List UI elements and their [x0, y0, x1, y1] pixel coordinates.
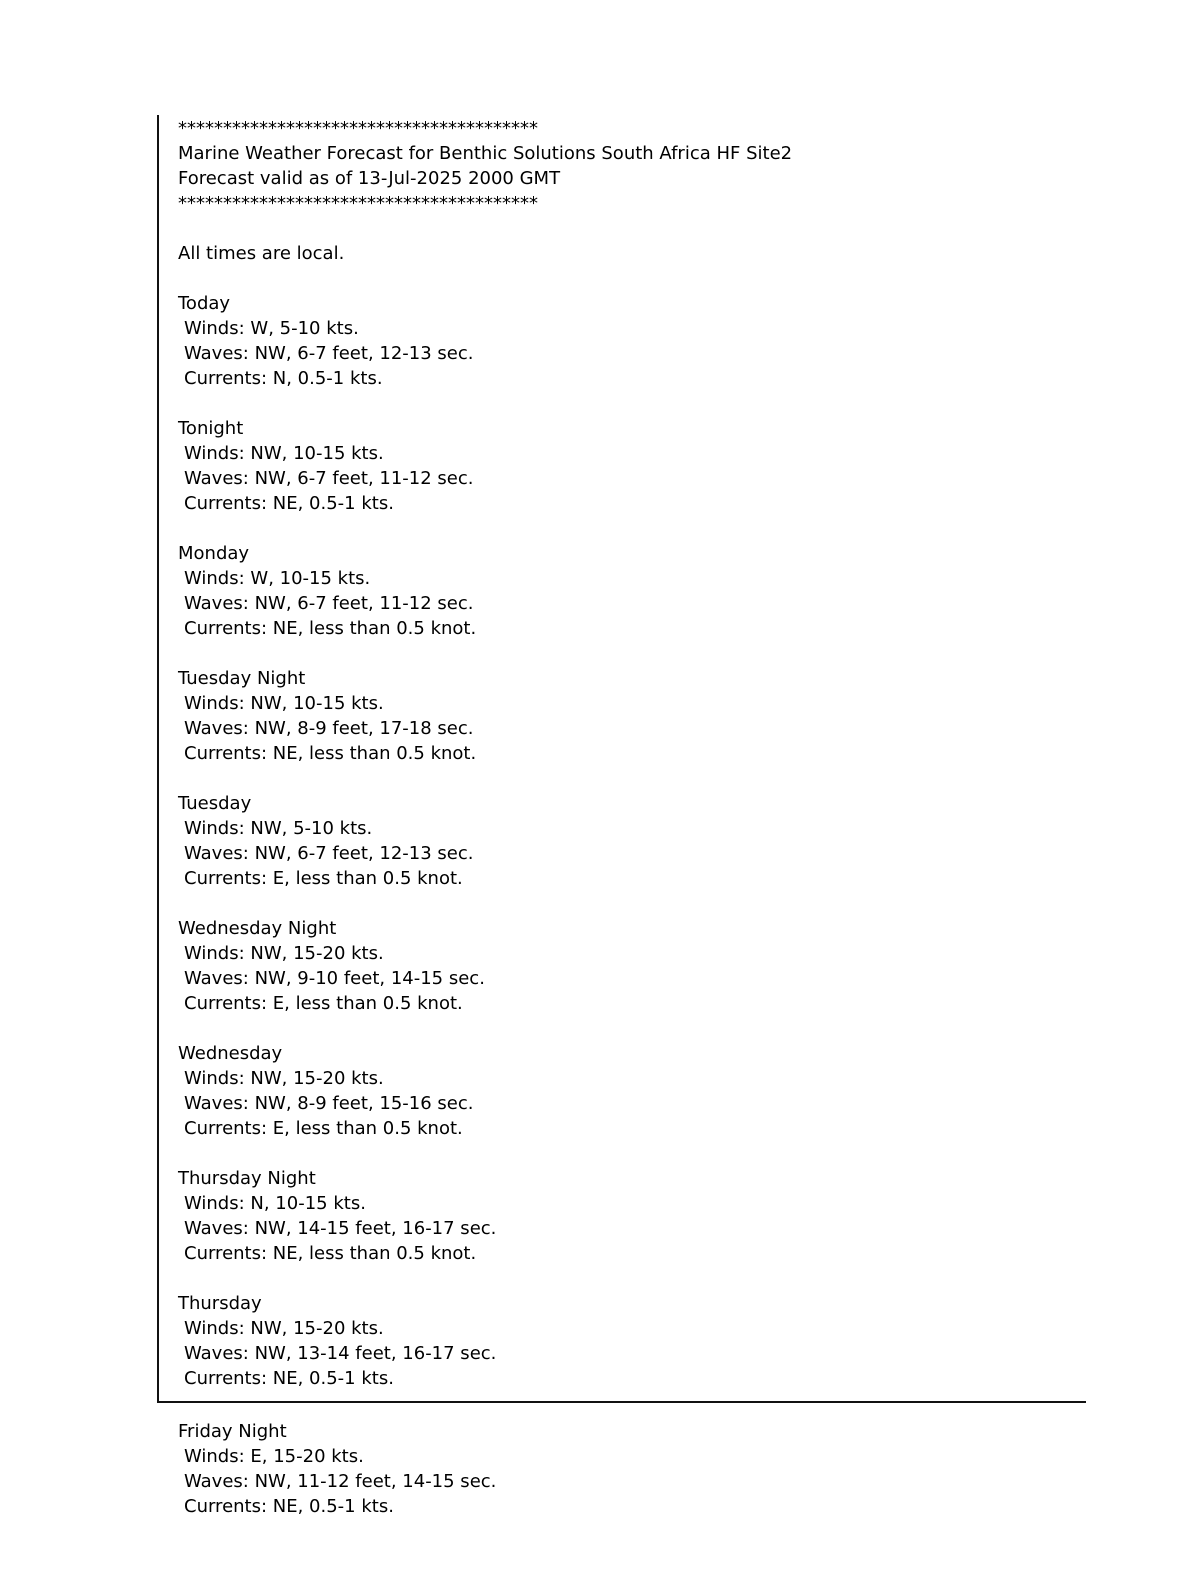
forecast-section	[178, 416, 1086, 516]
winds-line: Winds: NW, 10-15 kts.	[184, 693, 384, 714]
winds-line: Winds: E, 15-20 kts.	[184, 1446, 364, 1467]
winds-line: Winds: NW, 15-20 kts.	[184, 1318, 384, 1339]
waves-line: Waves: NW, 8-9 feet, 17-18 sec.	[184, 718, 474, 739]
winds-line: Winds: W, 10-15 kts.	[184, 568, 371, 589]
currents-line: Currents: E, less than 0.5 knot.	[184, 868, 463, 889]
day-heading: Monday	[178, 543, 250, 564]
content-column	[157, 115, 1086, 1519]
waves-line: Waves: NW, 6-7 feet, 12-13 sec.	[184, 843, 474, 864]
winds-line: Winds: W, 5-10 kts.	[184, 318, 359, 339]
currents-line: Currents: NE, less than 0.5 knot.	[184, 1243, 477, 1264]
forecast-sections	[178, 291, 1086, 1391]
currents-line: Currents: NE, 0.5-1 kts.	[184, 1496, 394, 1517]
day-heading: Tuesday Night	[178, 668, 306, 689]
currents-line: Currents: N, 0.5-1 kts.	[184, 368, 383, 389]
day-heading: Friday Night	[178, 1421, 287, 1442]
currents-line: Currents: NE, less than 0.5 knot.	[184, 618, 477, 639]
forecast-section	[178, 666, 1086, 766]
waves-line: Waves: NW, 6-7 feet, 11-12 sec.	[184, 593, 474, 614]
winds-line: Winds: NW, 15-20 kts.	[184, 1068, 384, 1089]
forecast-section	[178, 541, 1086, 641]
day-heading: Wednesday Night	[178, 918, 337, 939]
waves-line: Waves: NW, 9-10 feet, 14-15 sec.	[184, 968, 485, 989]
waves-line: Waves: NW, 13-14 feet, 16-17 sec.	[184, 1343, 497, 1364]
forecast-continuation	[157, 1419, 1086, 1519]
forecast-section	[178, 1291, 1086, 1391]
winds-line: Winds: NW, 10-15 kts.	[184, 443, 384, 464]
day-heading: Wednesday	[178, 1043, 283, 1064]
day-heading: Thursday	[178, 1293, 262, 1314]
currents-line: Currents: E, less than 0.5 knot.	[184, 993, 463, 1014]
day-heading: Today	[178, 293, 231, 314]
day-heading: Thursday Night	[178, 1168, 316, 1189]
separator-line-top: ****************************************	[178, 118, 538, 139]
winds-line: Winds: NW, 15-20 kts.	[184, 943, 384, 964]
winds-line: Winds: N, 10-15 kts.	[184, 1193, 366, 1214]
forecast-section	[178, 291, 1086, 391]
separator-line-bottom: ****************************************	[178, 193, 538, 214]
waves-line: Waves: NW, 11-12 feet, 14-15 sec.	[184, 1471, 497, 1492]
currents-line: Currents: NE, less than 0.5 knot.	[184, 743, 477, 764]
waves-line: Waves: NW, 14-15 feet, 16-17 sec.	[184, 1218, 497, 1239]
day-heading: Tuesday	[178, 793, 252, 814]
forecast-section	[178, 916, 1086, 1016]
forecast-section	[178, 1419, 1086, 1519]
currents-line: Currents: E, less than 0.5 knot.	[184, 1118, 463, 1139]
document-title: Marine Weather Forecast for Benthic Solutions South Africa HF Site2	[178, 143, 793, 164]
waves-line: Waves: NW, 6-7 feet, 11-12 sec.	[184, 468, 474, 489]
forecast-valid-line: Forecast valid as of 13-Jul-2025 2000 GMT	[178, 168, 561, 189]
forecast-section	[178, 791, 1086, 891]
currents-line: Currents: NE, 0.5-1 kts.	[184, 493, 394, 514]
forecast-box	[157, 115, 1086, 1403]
times-note: All times are local.	[178, 243, 345, 264]
waves-line: Waves: NW, 8-9 feet, 15-16 sec.	[184, 1093, 474, 1114]
day-heading: Tonight	[178, 418, 244, 439]
waves-line: Waves: NW, 6-7 feet, 12-13 sec.	[184, 343, 474, 364]
currents-line: Currents: NE, 0.5-1 kts.	[184, 1368, 394, 1389]
forecast-section	[178, 1041, 1086, 1141]
winds-line: Winds: NW, 5-10 kts.	[184, 818, 373, 839]
forecast-section	[178, 1166, 1086, 1266]
